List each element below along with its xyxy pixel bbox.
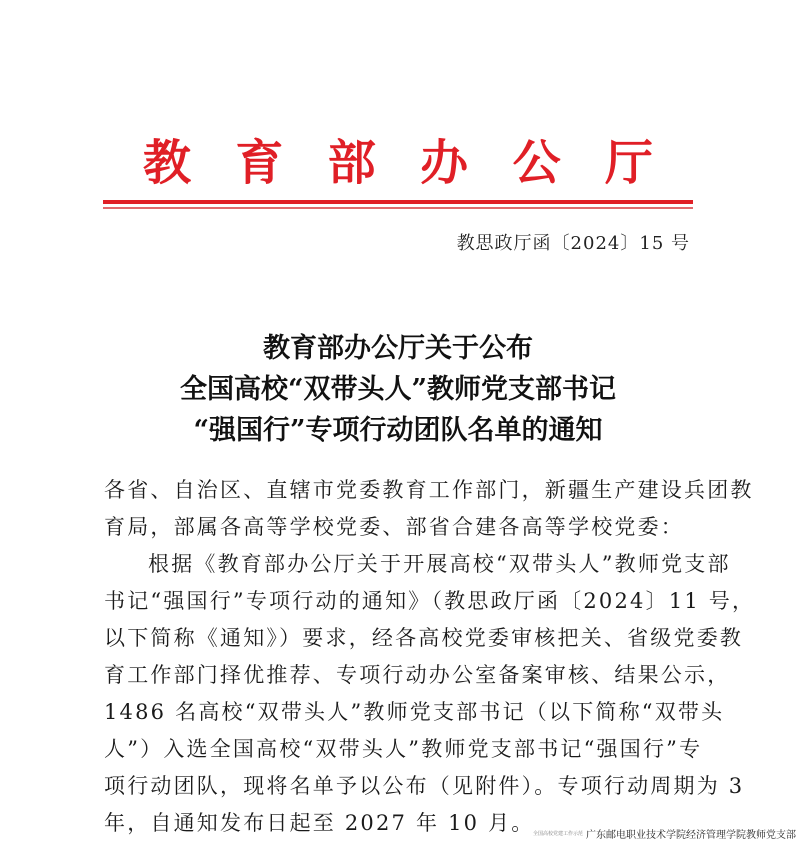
paragraph-line: 育工作部门择优推荐、专项行动办公室备案审核、结果公示， [104, 663, 731, 687]
watermark-stamp [533, 826, 796, 841]
red-divider-thin [103, 207, 693, 209]
paragraph-line: 根据《教育部办公厅关于开展高校“双带头人”教师党支部 [148, 552, 731, 576]
title-line: “强国行”专项行动团队名单的通知 [193, 415, 603, 446]
masthead-char: 部 [327, 134, 376, 191]
document-title [0, 328, 796, 451]
masthead-title [103, 128, 693, 191]
paragraph-line: 以下简称《通知》）要求，经各高校党委审核把关、省级党委教 [104, 626, 744, 650]
masthead-char: 育 [235, 134, 284, 191]
watermark-small-text: 全国高校党建工作示范 [532, 831, 583, 837]
paragraph-line: 书记“强国行”专项行动的通知》（教思政厅函〔2024〕11 号， [104, 589, 756, 613]
paragraph-line: 人”）入选全国高校“双带头人”教师党支部书记“强国行”专 [104, 737, 703, 761]
paragraph-line: 项行动团队，现将名单予以公布（见附件）。专项行动周期为 3 [104, 774, 745, 798]
title-line: 教育部办公厅关于公布 [263, 333, 533, 364]
masthead-char: 公 [512, 134, 561, 191]
masthead-char: 办 [420, 134, 469, 191]
masthead-char: 厅 [604, 134, 653, 191]
red-divider-thick [103, 200, 693, 204]
masthead-char: 教 [143, 134, 192, 191]
watermark-text: 广东邮电职业技术学院经济管理学院教师党支部 [586, 830, 796, 841]
paragraph-line: 1486 名高校“双带头人”教师党支部书记（以下简称“双带头 [104, 700, 725, 724]
document-number: 教思政厅函〔2024〕15 号 [456, 233, 690, 254]
addressee-line: 各省、自治区、直辖市党委教育工作部门，新疆生产建设兵团教 [104, 478, 754, 502]
addressee-line: 育局，部属各高等学校党委、部省合建各高等学校党委： [104, 515, 684, 539]
document-body [104, 472, 756, 842]
title-line: 全国高校“双带头人”教师党支部书记 [179, 374, 617, 405]
paragraph-line: 年，自通知发布日起至 2027 年 10 月。 [104, 811, 535, 835]
